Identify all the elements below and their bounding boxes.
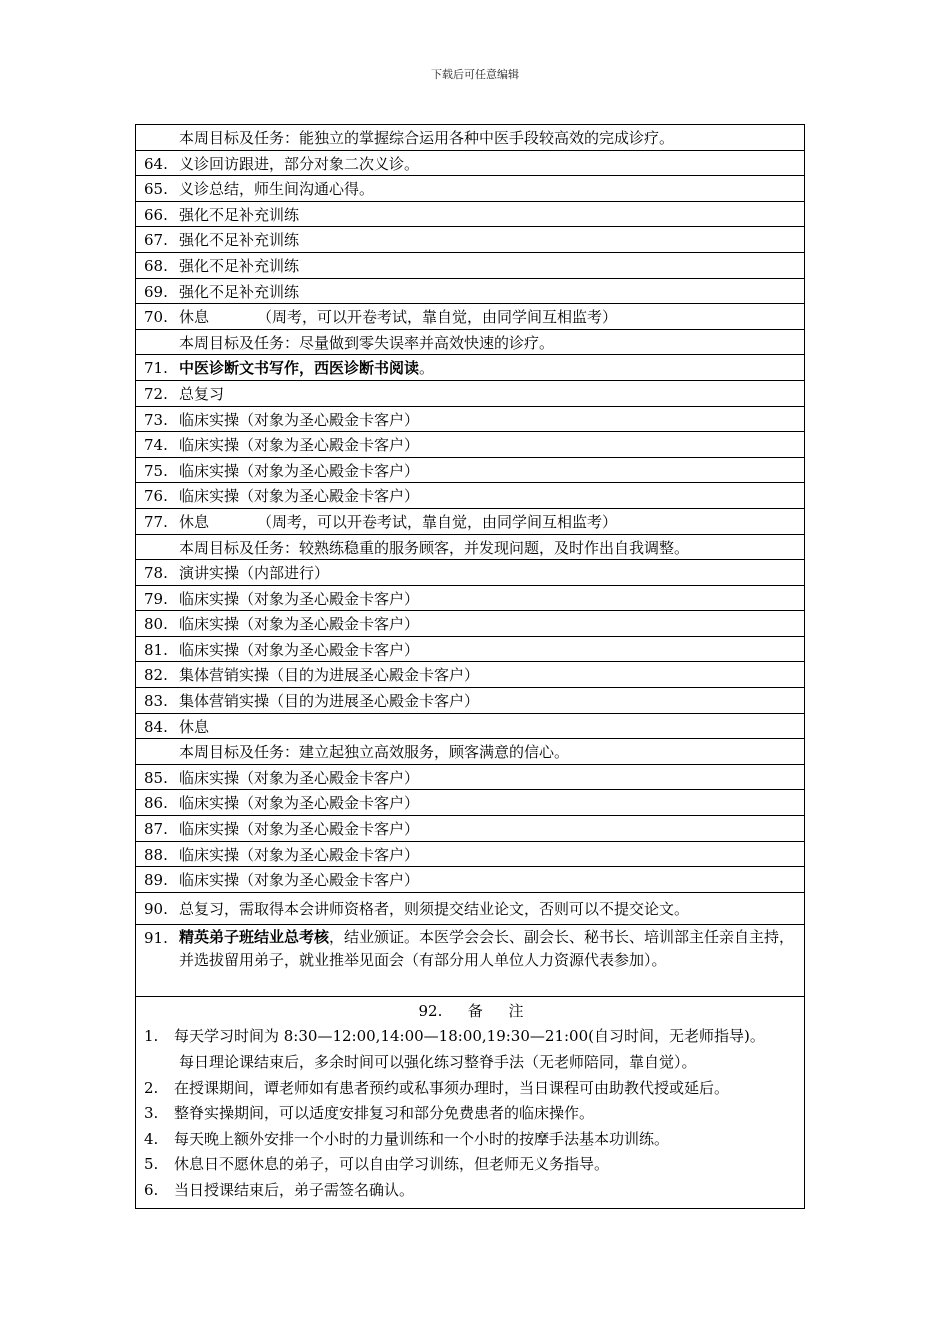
schedule-row [136, 483, 804, 509]
notes-title-char-2: 注 [508, 1001, 524, 1020]
row-text: 临床实操（对象为圣心殿金卡客户） [179, 768, 420, 787]
row-number: 79. [144, 589, 168, 608]
week-goal-text: 本周目标及任务：尽量做到零失误率并高效快速的诊疗。 [179, 333, 555, 352]
schedule-row [136, 586, 804, 612]
row-number: 90. [144, 899, 168, 918]
schedule-row [136, 662, 804, 688]
schedule-row [136, 253, 804, 279]
note-number: 6. [144, 1180, 159, 1199]
row-number: 77. [144, 512, 168, 531]
schedule-row [136, 688, 804, 714]
row-number: 66. [144, 205, 168, 224]
row-number: 65. [144, 180, 168, 199]
schedule-row [136, 304, 804, 330]
note-text: 休息日不愿休息的弟子，可以自由学习训练，但老师无义务指导。 [174, 1155, 610, 1174]
row-text: 临床实操（对象为圣心殿金卡客户） [179, 487, 420, 506]
row-text: 强化不足补充训练 [179, 256, 300, 275]
row-body [179, 926, 798, 996]
schedule-row [136, 867, 804, 893]
note-text: 在授课期间，谭老师如有患者预约或私事须办理时，当日课程可由助教代授或延后。 [174, 1078, 730, 1097]
row-number: 89. [144, 871, 168, 890]
row-text: 临床实操（对象为圣心殿金卡客户） [179, 820, 420, 839]
schedule-row [136, 611, 804, 637]
week-goal-row [136, 330, 804, 356]
week-goal-text: 本周目标及任务：建立起独立高效服务，顾客满意的信心。 [179, 743, 570, 762]
note-item [144, 1152, 798, 1178]
note-list [144, 1024, 798, 1203]
row-text: 义诊总结，师生间沟通心得。 [179, 180, 375, 199]
row-number: 91. [144, 928, 168, 947]
row-number: 71. [144, 359, 168, 378]
row-text: 总复习，需取得本会讲师资格者，则须提交结业论文，否则可以不提交论文。 [179, 899, 690, 918]
note-text: 整脊实操期间，可以适度安排复习和部分免费患者的临床操作。 [174, 1104, 595, 1123]
row-number: 87. [144, 820, 168, 839]
row-text: 休息 [179, 308, 210, 327]
row-number: 73. [144, 410, 168, 429]
schedule-rows [136, 125, 804, 997]
schedule-row [136, 816, 804, 842]
schedule-row [136, 202, 804, 228]
note-continuation: 每日理论课结束后，多余时间可以强化练习整脊手法（无老师陪同，靠自觉）。 [179, 1053, 697, 1071]
notes-title-char-1: 备 [467, 1001, 483, 1020]
note-number: 1. [144, 1027, 159, 1046]
schedule-row [136, 176, 804, 202]
schedule-row [136, 279, 804, 305]
row-number: 76. [144, 487, 168, 506]
row-number: 83. [144, 692, 168, 711]
row-note: （周考，可以开卷考试，靠自觉，由同学间互相监考） [257, 308, 618, 327]
row-text: 休息 [179, 512, 210, 531]
row-number: 81. [144, 640, 168, 659]
schedule-row [136, 355, 804, 381]
note-text: 每天学习时间为 8:30—12:00,14:00—18:00,19:30—21:00(自习时间，无老师指导)。 [174, 1027, 765, 1046]
schedule-row [136, 458, 804, 484]
row-note: （周考，可以开卷考试，靠自觉，由同学间互相监考） [257, 512, 618, 531]
schedule-row [136, 560, 804, 586]
row-number: 84. [144, 717, 168, 736]
note-text: 每天晚上额外安排一个小时的力量训练和一个小时的按摩手法基本功训练。 [174, 1129, 670, 1148]
row-number: 74. [144, 436, 168, 455]
schedule-row [136, 432, 804, 458]
schedule-row [136, 227, 804, 253]
row-text: 临床实操（对象为圣心殿金卡客户） [179, 845, 420, 864]
row-number: 80. [144, 615, 168, 634]
schedule-row [136, 925, 804, 997]
row-text: 演讲实操（内部进行） [179, 564, 330, 583]
schedule-row [136, 509, 804, 535]
schedule-row [136, 765, 804, 791]
note-number: 5. [144, 1155, 159, 1174]
row-text: 强化不足补充训练 [179, 231, 300, 250]
row-number: 68. [144, 256, 168, 275]
note-text: 当日授课结束后，弟子需签名确认。 [174, 1180, 415, 1199]
row-text: 临床实操（对象为圣心殿金卡客户） [179, 461, 420, 480]
row-text: 休息 [179, 717, 210, 736]
note-number: 3. [144, 1104, 159, 1123]
row-number: 88. [144, 845, 168, 864]
row-text: 临床实操（对象为圣心殿金卡客户） [179, 589, 420, 608]
schedule-table [135, 124, 805, 1209]
schedule-row [136, 893, 804, 925]
row-text: 临床实操（对象为圣心殿金卡客户） [179, 436, 420, 455]
row-text: 总复习 [179, 384, 225, 403]
note-number: 2. [144, 1078, 159, 1097]
row-text: 义诊回访跟进，部分对象二次义诊。 [179, 154, 420, 173]
schedule-row [136, 381, 804, 407]
note-item [144, 1178, 798, 1204]
row-text: ，结业颁证。本医学会会长、副会长、秘书长、培训部主任亲自主持，并选拔留用弟子，就业推举见面会（有部分用人单位人力资源代表参加）。 [179, 927, 795, 969]
note-item [144, 1024, 798, 1050]
notes-title [144, 999, 798, 1025]
row-text: 集体营销实操（目的为进展圣心殿金卡客户） [179, 666, 480, 685]
note-number: 4. [144, 1129, 159, 1148]
row-text: 临床实操（对象为圣心殿金卡客户） [179, 794, 420, 813]
row-number: 67. [144, 231, 168, 250]
page-header: 下载后可任意编辑 [431, 68, 519, 81]
row-bold-text: 精英弟子班结业总考核 [179, 927, 330, 946]
row-bold-text: 中医诊断文书写作，西医诊断书阅读 [179, 359, 420, 378]
week-goal-row [136, 739, 804, 765]
schedule-row [136, 151, 804, 177]
note-item [144, 1101, 798, 1127]
schedule-row [136, 407, 804, 433]
week-goal-row [136, 125, 804, 151]
row-text: 临床实操（对象为圣心殿金卡客户） [179, 410, 420, 429]
schedule-row [136, 842, 804, 868]
schedule-row [136, 714, 804, 740]
row-number: 78. [144, 564, 168, 583]
row-number: 64. [144, 154, 168, 173]
notes-title-number: 92. [418, 1001, 443, 1020]
week-goal-row [136, 535, 804, 561]
row-number: 85. [144, 768, 168, 787]
row-number: 72. [144, 384, 168, 403]
row-text: 强化不足补充训练 [179, 282, 300, 301]
notes-section [136, 997, 804, 1208]
row-number: 86. [144, 794, 168, 813]
note-item [144, 1127, 798, 1153]
row-text: 临床实操（对象为圣心殿金卡客户） [179, 615, 420, 634]
row-text: 临床实操（对象为圣心殿金卡客户） [179, 871, 420, 890]
row-text: 。 [419, 359, 435, 378]
row-text: 强化不足补充训练 [179, 205, 300, 224]
row-number: 75. [144, 461, 168, 480]
schedule-row [136, 790, 804, 816]
week-goal-text: 本周目标及任务：能独立的掌握综合运用各种中医手段较高效的完成诊疗。 [179, 129, 675, 147]
row-number: 69. [144, 282, 168, 301]
week-goal-text: 本周目标及任务：较熟练稳重的服务顾客，并发现问题，及时作出自我调整。 [179, 538, 690, 557]
row-number: 70. [144, 308, 168, 327]
note-item [144, 1076, 798, 1102]
row-text: 临床实操（对象为圣心殿金卡客户） [179, 640, 420, 659]
row-number: 82. [144, 666, 168, 685]
schedule-row [136, 637, 804, 663]
row-text: 集体营销实操（目的为进展圣心殿金卡客户） [179, 692, 480, 711]
